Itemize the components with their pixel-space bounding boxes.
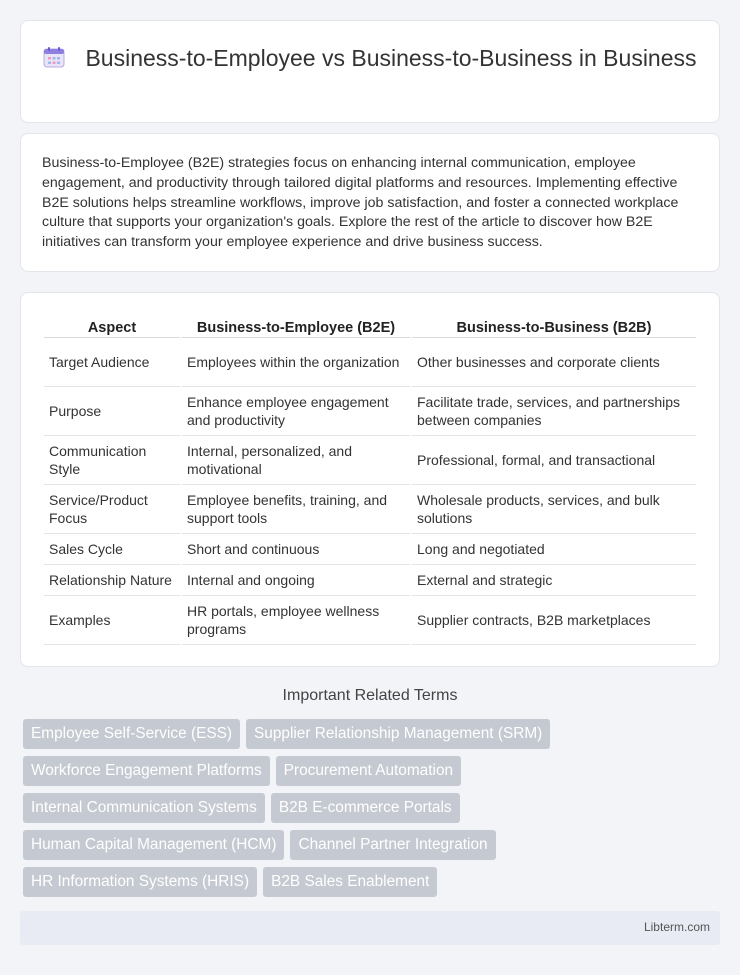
cell-b2e: Short and continuous (182, 534, 410, 565)
page-title-wrap (21, 44, 719, 73)
cell-b2e: Internal and ongoing (182, 565, 410, 596)
table-row (44, 534, 696, 565)
title-card (20, 20, 720, 123)
cell-b2b: Wholesale products, services, and bulk solutions (412, 485, 696, 534)
cell-aspect: Examples (44, 596, 180, 645)
related-term-tag[interactable]: Internal Communication Systems (23, 793, 265, 823)
cell-b2e: HR portals, employee wellness programs (182, 596, 410, 645)
intro-card (20, 133, 720, 272)
cell-aspect: Service/Product Focus (44, 485, 180, 534)
cell-aspect: Sales Cycle (44, 534, 180, 565)
related-term-tag[interactable]: Supplier Relationship Management (SRM) (246, 719, 550, 749)
cell-aspect: Communication Style (44, 436, 180, 485)
cell-aspect: Relationship Nature (44, 565, 180, 596)
table-row (44, 387, 696, 436)
related-term-tag[interactable]: Procurement Automation (276, 756, 461, 786)
related-term-tag[interactable]: B2B E-commerce Portals (271, 793, 460, 823)
cell-b2e: Employees within the organization (182, 338, 410, 387)
related-terms-heading: Important Related Terms (282, 687, 458, 704)
cell-b2e: Employee benefits, training, and support tools (182, 485, 410, 534)
tag-row (23, 756, 461, 786)
cell-b2b: Facilitate trade, services, and partnerships between companies (412, 387, 696, 436)
related-term-tag[interactable]: Human Capital Management (HCM) (23, 830, 284, 860)
comparison-card (20, 292, 720, 667)
footer-bar (20, 911, 720, 945)
tag-row (23, 867, 437, 897)
header-aspect: Aspect (44, 313, 180, 338)
related-term-tag[interactable]: B2B Sales Enablement (263, 867, 437, 897)
table-header-row (44, 313, 696, 338)
table-row (44, 436, 696, 485)
cell-b2e: Enhance employee engagement and productivity (182, 387, 410, 436)
table-row (44, 596, 696, 645)
calendar-icon (43, 46, 65, 68)
tag-row (23, 830, 496, 860)
related-term-tag[interactable]: Workforce Engagement Platforms (23, 756, 270, 786)
cell-b2b: Other businesses and corporate clients (412, 338, 696, 387)
cell-b2b: External and strategic (412, 565, 696, 596)
cell-b2b: Long and negotiated (412, 534, 696, 565)
header-b2e: Business-to-Employee (B2E) (182, 313, 410, 338)
cell-b2e: Internal, personalized, and motivational (182, 436, 410, 485)
cell-aspect: Target Audience (44, 338, 180, 387)
related-term-tag[interactable]: HR Information Systems (HRIS) (23, 867, 257, 897)
related-term-tag[interactable]: Employee Self-Service (ESS) (23, 719, 240, 749)
intro-paragraph: Business-to-Employee (B2E) strategies focus on enhancing internal communication, employee engagement, and productivity through tailored digital platforms and resources. Implementing effective B2E solutions helps streamline workflows, improve job satisfaction, and foster a connected workplace culture that supports your organization's goals. Explore the rest of the article to discover how B2E initiatives can transform your employee experience and drive business success. (42, 155, 679, 251)
comparison-table (42, 313, 698, 645)
footer-site-link[interactable]: Libterm.com (643, 920, 710, 934)
cell-b2b: Professional, formal, and transactional (412, 436, 696, 485)
cell-b2b: Supplier contracts, B2B marketplaces (412, 596, 696, 645)
header-b2b: Business-to-Business (B2B) (412, 313, 696, 338)
related-term-tag[interactable]: Channel Partner Integration (290, 830, 495, 860)
cell-aspect: Purpose (44, 387, 180, 436)
page-title: Business-to-Employee vs Business-to-Business in Business (85, 45, 697, 71)
table-row (44, 485, 696, 534)
tag-row (23, 793, 460, 823)
table-row (44, 565, 696, 596)
table-row (44, 338, 696, 387)
tag-row (23, 719, 550, 749)
